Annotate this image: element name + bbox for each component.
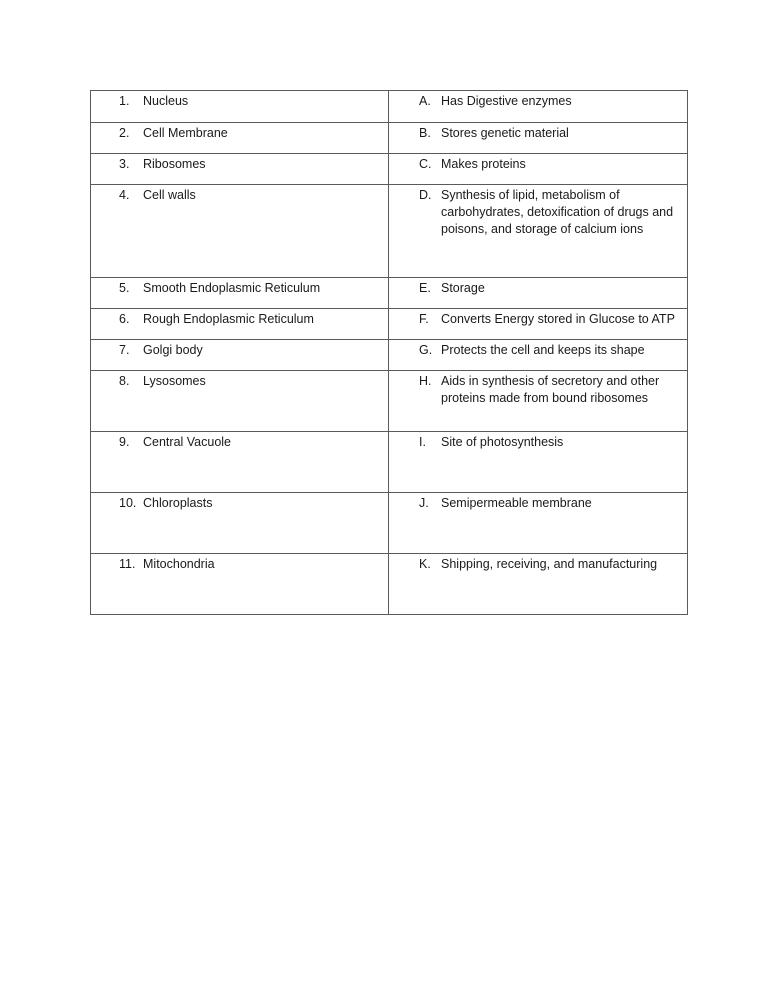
organelle-name: Smooth Endoplasmic Reticulum <box>143 281 321 295</box>
description-cell <box>389 371 688 432</box>
item-letter: I. <box>419 435 426 449</box>
organelle-cell <box>91 493 389 554</box>
description-cell <box>389 91 688 123</box>
item-letter: D. <box>419 188 432 202</box>
item-number: 4. <box>119 188 130 202</box>
item-letter: B. <box>419 126 431 140</box>
description-cell <box>389 554 688 615</box>
item-number: 8. <box>119 374 130 388</box>
item-letter: C. <box>419 157 432 171</box>
description-text: Has Digestive enzymes <box>441 94 572 108</box>
organelle-cell <box>91 309 389 340</box>
organelle-cell <box>91 432 389 493</box>
item-letter: E. <box>419 281 431 295</box>
organelle-cell <box>91 340 389 371</box>
organelle-cell <box>91 554 389 615</box>
description-text: Aids in synthesis of secretory and other proteins made from bound ribosomes <box>441 374 660 405</box>
organelle-name: Cell Membrane <box>143 126 228 140</box>
organelle-cell <box>91 278 389 309</box>
table-row <box>91 91 688 123</box>
organelle-name: Mitochondria <box>143 557 215 571</box>
item-number: 5. <box>119 281 130 295</box>
description-text: Synthesis of lipid, metabolism of carbohydrates, detoxification of drugs and poisons, and storage of calcium ions <box>441 188 674 236</box>
organelle-name: Lysosomes <box>143 374 206 388</box>
table-row <box>91 278 688 309</box>
description-text: Site of photosynthesis <box>441 435 564 449</box>
organelle-name: Nucleus <box>143 94 189 108</box>
organelle-name: Cell walls <box>143 188 196 202</box>
item-letter: K. <box>419 557 431 571</box>
matching-table <box>90 90 688 615</box>
description-text: Semipermeable membrane <box>441 496 592 510</box>
organelle-cell <box>91 91 389 123</box>
description-text: Converts Energy stored in Glucose to ATP <box>441 312 675 326</box>
table-row <box>91 123 688 154</box>
description-text: Protects the cell and keeps its shape <box>441 343 645 357</box>
table-row <box>91 154 688 185</box>
description-cell <box>389 278 688 309</box>
item-number: 11. <box>119 557 136 571</box>
item-letter: G. <box>419 343 433 357</box>
organelle-name: Golgi body <box>143 343 203 357</box>
organelle-cell <box>91 154 389 185</box>
description-cell <box>389 493 688 554</box>
table-row <box>91 371 688 432</box>
table-row <box>91 309 688 340</box>
table-row <box>91 185 688 278</box>
table-row <box>91 432 688 493</box>
item-letter: H. <box>419 374 432 388</box>
organelle-name: Rough Endoplasmic Reticulum <box>143 312 314 326</box>
item-letter: J. <box>419 496 429 510</box>
description-cell <box>389 309 688 340</box>
item-number: 10. <box>119 496 137 510</box>
description-text: Stores genetic material <box>441 126 569 140</box>
table-row <box>91 554 688 615</box>
table-row <box>91 493 688 554</box>
organelle-cell <box>91 185 389 278</box>
description-cell <box>389 340 688 371</box>
description-cell <box>389 123 688 154</box>
item-number: 6. <box>119 312 130 326</box>
item-number: 3. <box>119 157 130 171</box>
description-text: Shipping, receiving, and manufacturing <box>441 557 658 571</box>
description-cell <box>389 185 688 278</box>
organelle-name: Chloroplasts <box>143 496 213 510</box>
item-number: 9. <box>119 435 130 449</box>
item-letter: F. <box>419 312 429 326</box>
organelle-name: Ribosomes <box>143 157 206 171</box>
item-letter: A. <box>419 94 431 108</box>
organelle-name: Central Vacuole <box>143 435 232 449</box>
table-row <box>91 340 688 371</box>
organelle-cell <box>91 123 389 154</box>
item-number: 7. <box>119 343 130 357</box>
item-number: 2. <box>119 126 130 140</box>
description-text: Makes proteins <box>441 157 526 171</box>
description-cell <box>389 432 688 493</box>
organelle-cell <box>91 371 389 432</box>
item-number: 1. <box>119 94 130 108</box>
description-cell <box>389 154 688 185</box>
description-text: Storage <box>441 281 485 295</box>
